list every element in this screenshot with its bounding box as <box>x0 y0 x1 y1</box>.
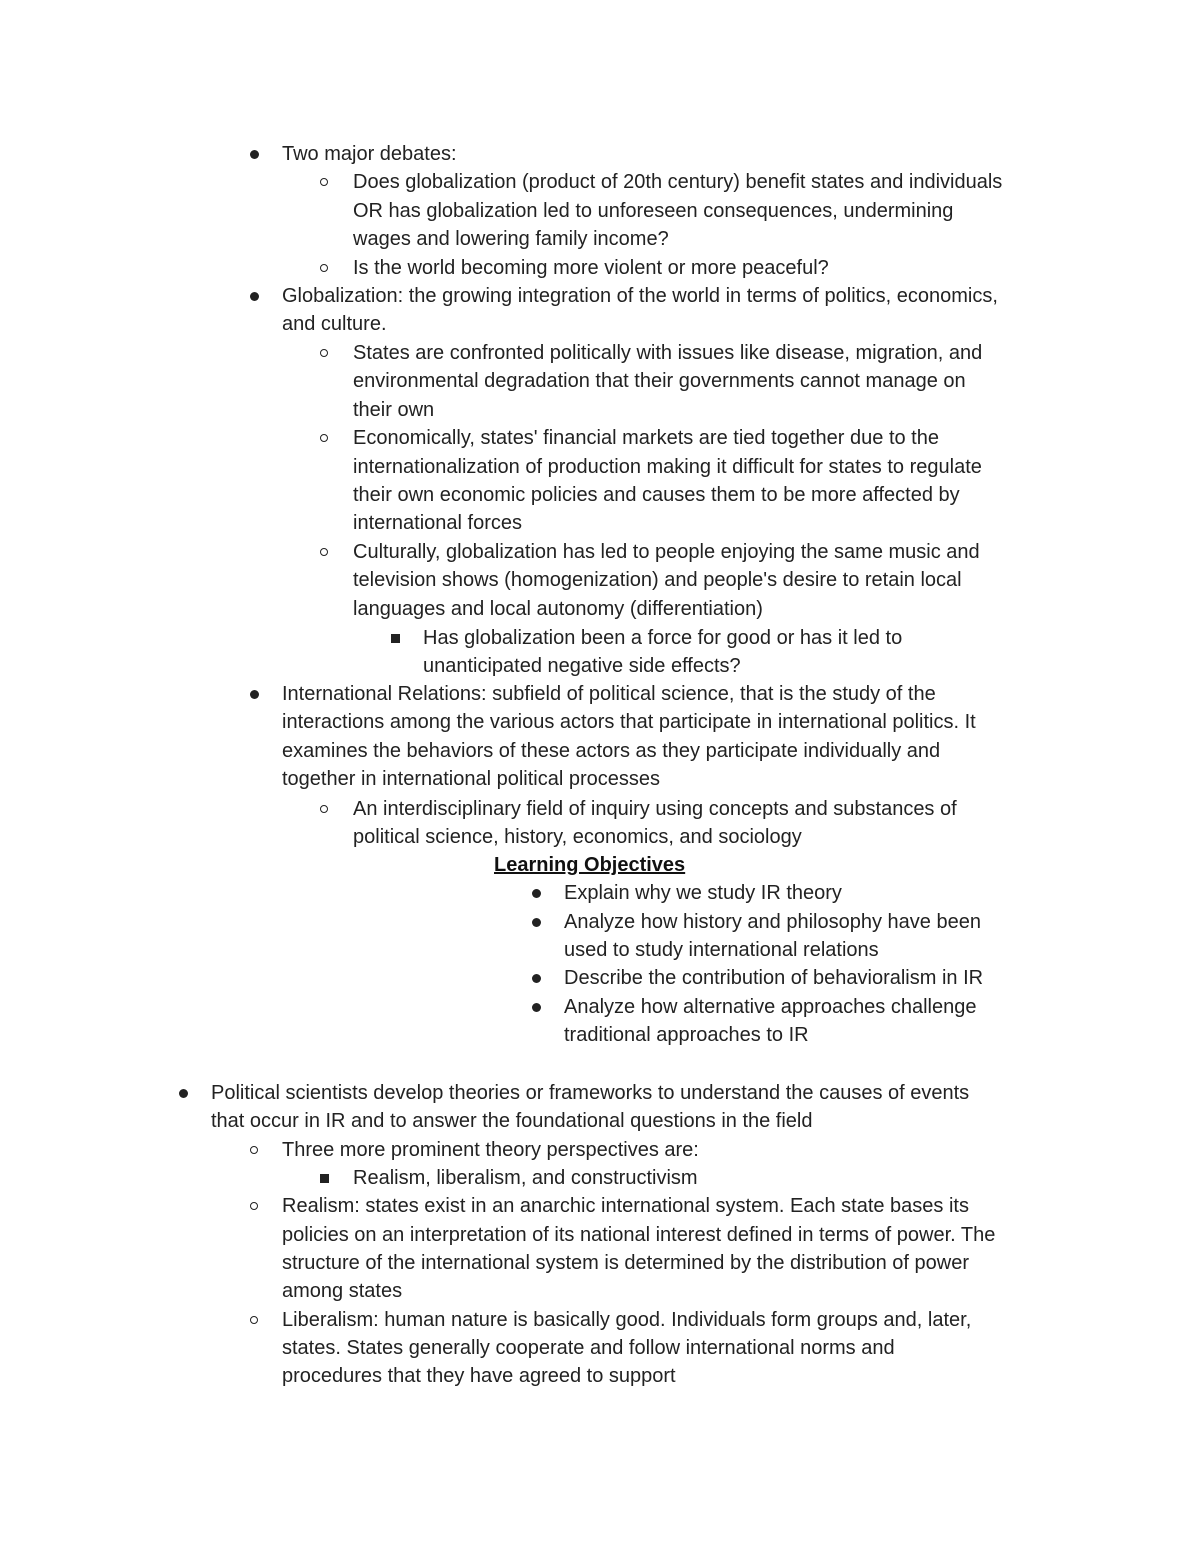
list-item-text: international forces <box>353 512 522 534</box>
list-item-text: Culturally, globalization has led to people enjoying the same music and <box>353 541 980 563</box>
list-item-text: International Relations: subfield of political science, that is the study of the <box>282 683 936 705</box>
bullet-circle-icon <box>250 1316 258 1324</box>
list-item-text: together in international political processes <box>282 768 660 790</box>
bullet-circle-icon <box>320 548 328 556</box>
list-item-text: that occur in IR and to answer the foundational questions in the field <box>211 1110 813 1132</box>
list-item-text: Three more prominent theory perspectives are: <box>282 1139 699 1161</box>
bullet-disc-icon <box>250 690 259 699</box>
list-item-text: used to study international relations <box>564 939 879 961</box>
bullet-square-icon <box>391 634 400 643</box>
list-item-text: Does globalization (product of 20th century) benefit states and individuals <box>353 171 1003 193</box>
bullet-disc-icon <box>532 974 541 983</box>
bullet-disc-icon <box>250 150 259 159</box>
bullet-circle-icon <box>250 1146 258 1154</box>
list-item-text: unanticipated negative side effects? <box>423 655 741 677</box>
learning-objectives-heading: Learning Objectives <box>494 854 686 876</box>
list-item-text: Realism: states exist in an anarchic international system. Each state bases its <box>282 1195 969 1217</box>
list-item-text: Globalization: the growing integration of the world in terms of politics, economics, <box>282 285 998 307</box>
list-item-text: among states <box>282 1280 403 1302</box>
list-item-text: and culture. <box>282 313 387 335</box>
list-item-text: Analyze how history and philosophy have been <box>564 911 981 933</box>
list-item-text: Realism, liberalism, and constructivism <box>353 1167 698 1189</box>
list-item-text: Two major debates: <box>282 143 457 165</box>
list-item-text: traditional approaches to IR <box>564 1024 809 1046</box>
list-item-text: languages and local autonomy (differentiation) <box>353 598 763 620</box>
list-item-text: States are confronted politically with issues like disease, migration, and <box>353 342 983 364</box>
bullet-disc-icon <box>532 1003 541 1012</box>
list-item-text: policies on an interpretation of its national interest defined in terms of power. The <box>282 1224 996 1246</box>
list-item-text: Economically, states' financial markets are tied together due to the <box>353 427 939 449</box>
list-item-text: internationalization of production making it difficult for states to regulate <box>353 456 982 478</box>
bullet-circle-icon <box>320 264 328 272</box>
list-item-text: structure of the international system is determined by the distribution of power <box>282 1252 970 1274</box>
list-item-text: interactions among the various actors that participate in international politics. It <box>282 711 976 733</box>
bullet-circle-icon <box>250 1202 258 1210</box>
bullet-disc-icon <box>179 1089 188 1098</box>
list-item-text: environmental degradation that their governments cannot manage on <box>353 370 966 392</box>
list-item-text: examines the behaviors of these actors as they participate individually and <box>282 740 941 762</box>
list-item-text: states. States generally cooperate and follow international norms and <box>282 1337 895 1359</box>
list-item-text: their own <box>353 399 435 421</box>
bullet-circle-icon <box>320 178 328 186</box>
bullet-circle-icon <box>320 805 328 813</box>
list-item-text: Describe the contribution of behavioralism in IR <box>564 967 984 989</box>
list-item-text: An interdisciplinary field of inquiry using concepts and substances of <box>353 798 957 820</box>
list-item-text: television shows (homogenization) and people's desire to retain local <box>353 569 962 591</box>
bullet-disc-icon <box>532 889 541 898</box>
list-item-text: Analyze how alternative approaches challenge <box>564 996 977 1018</box>
bullet-disc-icon <box>250 292 259 301</box>
list-item-text: Liberalism: human nature is basically good. Individuals form groups and, later, <box>282 1309 972 1331</box>
list-item-text: Political scientists develop theories or frameworks to understand the causes of events <box>211 1082 970 1104</box>
bullet-circle-icon <box>320 434 328 442</box>
bullet-disc-icon <box>532 918 541 927</box>
list-item-text: wages and lowering family income? <box>353 228 669 250</box>
list-item-text: political science, history, economics, and sociology <box>353 826 802 848</box>
list-item-text: procedures that they have agreed to support <box>282 1365 676 1387</box>
list-item-text: Explain why we study IR theory <box>564 882 842 904</box>
list-item-text: Has globalization been a force for good or has it led to <box>423 627 903 649</box>
list-item-text: their own economic policies and causes them to be more affected by <box>353 484 960 506</box>
list-item-text: OR has globalization led to unforeseen consequences, undermining <box>353 200 954 222</box>
bullet-square-icon <box>320 1174 329 1183</box>
bullet-circle-icon <box>320 349 328 357</box>
list-item-text: Is the world becoming more violent or more peaceful? <box>353 257 829 279</box>
